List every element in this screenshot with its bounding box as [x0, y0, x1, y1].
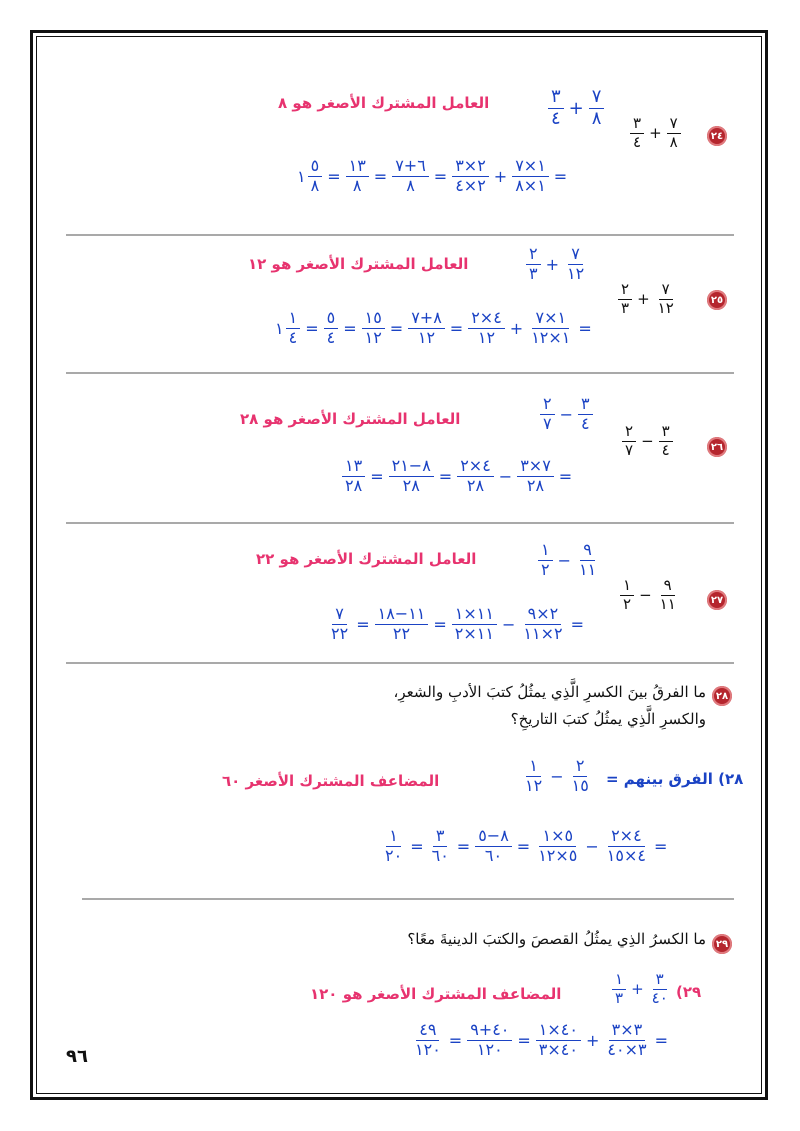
problem-27-diff-fractions: $\frac{١}{٢}$ − $\frac{٩}{١١}$ — [536, 542, 601, 579]
problem-25-sum-fractions: $\frac{٢}{٣}$ + $\frac{٧}{١٢}$ — [524, 246, 589, 283]
question-29-answer-label: ٢٩) — [676, 983, 702, 1001]
problem-27-badge: ٢٧ — [707, 590, 727, 610]
problem-26-work: $\frac{١٣}{٢٨}$ = $\frac{٨-٢١}{٢٨}$ = $\frac{٤\times ٢}{٢٨}$ − $\frac{٧\times ٣}{٢٨}$ = — [340, 458, 575, 495]
question-29-text: ما الكسرُ الذِي يمثُلُ القصصَ والكتبَ الدينيةَ معًا؟ — [407, 930, 706, 948]
problem-27-exercise: $\frac{١}{٢}$ − $\frac{٩}{١١}$ — [618, 578, 681, 613]
problem-25-work: ١ $\frac{١}{٤}$ = $\frac{٥}{٤}$ = $\frac{١٥}{١٢}$ = $\frac{٨+٧}{١٢}$ = $\frac{٤\times ٢}{١٢}$ + $\frac{١\times ٧}{١\times ١٢}$ = — [275, 308, 592, 347]
question-29-work: $\frac{٤٩}{١٢٠}$ = $\frac{٤٠+٩}{١٢٠}$ = $\frac{٤٠\times ١}{٤٠\times ٣}$ + $\frac{٣\times ٣}{٣\times ٤٠}$ = — [415, 1020, 668, 1059]
question-29-lcm-note: المضاعف المشترك الأصغر هو ١٢٠ — [310, 985, 562, 1003]
question-28-diff-fractions: $\frac{١}{١٢}$ − $\frac{٢}{١٥}$ — [525, 756, 589, 795]
problem-26-diff-fractions: $\frac{٢}{٧}$ − $\frac{٣}{٤}$ — [538, 396, 595, 433]
problem-25-lcd-note: العامل المشترك الأصغر هو ١٢ — [248, 255, 469, 273]
problem-25-exercise: $\frac{٢}{٣}$ + $\frac{٧}{١٢}$ — [616, 282, 679, 317]
question-29-sum-fractions: $\frac{١}{٣}$ + $\frac{٣}{٤٠}$ — [610, 972, 673, 1007]
separator-4 — [66, 662, 734, 664]
page-number: ٩٦ — [66, 1046, 88, 1067]
question-28-answer-label: ٢٨) الفرق بينهم = — [606, 770, 744, 788]
separator-3 — [66, 522, 734, 524]
problem-24-exercise: $\frac{٣}{٤}$ + $\frac{٧}{٨}$ — [628, 116, 683, 151]
mixed-number: ١ $\frac{١}{٤}$ — [274, 310, 302, 347]
question-28-work: $\frac{١}{٢٠}$ = $\frac{٣}{٦٠}$ = $\frac{٨-٥}{٦٠}$ = $\frac{٥\times ١}{٥\times ١٢}$ − $\frac{٤\times ٢}{٤\times ١٥}$ = — [385, 826, 668, 865]
question-28-text-line2: والكسرِ الَّذِي يمثُلُ كتبَ التاريخِ؟ — [510, 710, 706, 728]
mixed-number: ١ $\frac{٥}{٨}$ — [296, 158, 324, 195]
separator-5 — [82, 898, 734, 900]
problem-24-lcd-note: العامل المشترك الأصغر هو ٨ — [278, 94, 490, 112]
question-28-badge: ٢٨ — [712, 686, 732, 706]
problem-27-lcd-note: العامل المشترك الأصغر هو ٢٢ — [256, 550, 477, 568]
question-29-badge: ٢٩ — [712, 934, 732, 954]
question-28-lcm-note: المضاعف المشترك الأصغر ٦٠ — [222, 772, 440, 790]
problem-26-exercise: $\frac{٢}{٧}$ − $\frac{٣}{٤}$ — [620, 424, 675, 459]
problem-25-badge: ٢٥ — [707, 290, 727, 310]
problem-26-badge: ٢٦ — [707, 437, 727, 457]
question-28-text-line1: ما الفرقُ بينَ الكسرِ الَّذِي يمثُلُ كتبَ الأدبِ والشعرِ، — [393, 683, 706, 701]
problem-27-work: $\frac{٧}{٢٢}$ = $\frac{١١-١٨}{٢٢}$ = $\frac{١١\times ١}{١١\times ٢}$ − $\frac{٢\times ٩}{٢\times ١١}$ = — [331, 604, 584, 643]
problem-26-lcd-note: العامل المشترك الأصغر هو ٢٨ — [240, 410, 461, 428]
problem-24-sum-fractions: $\frac{٣}{٤}$ + $\frac{٧}{٨}$ — [546, 88, 606, 129]
problem-24-badge: ٢٤ — [707, 126, 727, 146]
separator-2 — [66, 372, 734, 374]
separator-1 — [66, 234, 734, 236]
problem-24-work: ١ $\frac{٥}{٨}$ = $\frac{١٣}{٨}$ = $\frac{٦+٧}{٨}$ = $\frac{٢\times ٣}{٢\times ٤}$ + $\frac{١\times ٧}{١\times ٨}$ = — [297, 156, 568, 195]
